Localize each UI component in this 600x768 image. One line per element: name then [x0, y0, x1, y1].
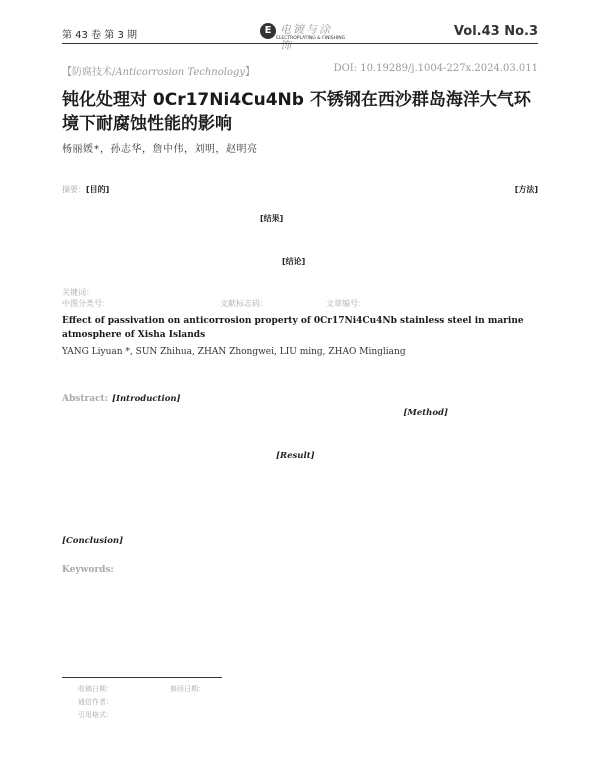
- abstract-en-conclusion: [Conclusion]: [62, 536, 124, 546]
- volume-number: Vol.43 No.3: [453, 24, 538, 39]
- abstract-cn-conclusion: [结论]: [282, 257, 306, 266]
- abstract-cn-label: 摘要：: [62, 185, 86, 194]
- abstract-cn-objective: [目的]: [86, 185, 110, 194]
- authors-cn: 杨丽媛*，孙志华，詹中伟，刘明，赵明亮: [62, 144, 258, 155]
- journal-logo-cn: 电镀与涂饰: [280, 23, 332, 52]
- abstract-en-introduction: [Introduction]: [112, 394, 181, 404]
- revised-date-label: 修回日期：: [170, 685, 205, 693]
- keywords-en-label: Keywords:: [62, 565, 114, 575]
- issue-info: 第 43 卷 第 3 期: [62, 30, 137, 41]
- abstract-en-method: [Method]: [403, 408, 448, 418]
- header-rule: [62, 43, 538, 44]
- journal-logo-en: ELECTROPLATING & FINISHING: [276, 36, 346, 41]
- article-category: 【防腐技术/Anticorrosion Technology】: [62, 67, 256, 78]
- doi: DOI: 10.19289/j.1004-227x.2024.03.011: [333, 63, 538, 74]
- authors-en: YANG Liyuan *, SUN Zhihua, ZHAN Zhongwei, LIU ming, ZHAO Mingliang: [62, 347, 406, 357]
- title-en: Effect of passivation on anticorrosion property of 0Cr17Ni4Cu4Nb stainless steel in marine atmosphere of Xisha Islands: [62, 316, 524, 340]
- title-cn: 钝化处理对 0Cr17Ni4Cu4Nb 不锈钢在西沙群岛海洋大气环境下耐腐蚀性能的影响: [62, 90, 531, 134]
- doc-code-label: 文献标志码：: [220, 299, 268, 308]
- category-en: Anticorrosion Technology: [115, 67, 246, 78]
- received-date-label: 收稿日期：: [78, 685, 113, 693]
- abstract-en-result: [Result]: [276, 451, 315, 461]
- citation-format-label: 引用格式：: [78, 711, 113, 719]
- abstract-cn-result: [结果]: [260, 214, 284, 223]
- clc-label: 中图分类号：: [62, 299, 110, 308]
- article-no-label: 文章编号：: [326, 299, 366, 308]
- keywords-cn-label: 关键词：: [62, 288, 94, 297]
- abstract-en-label: Abstract:: [62, 394, 109, 404]
- abstract-cn-method: [方法]: [514, 185, 538, 194]
- journal-logo: [260, 22, 346, 52]
- footnote-rule: [62, 677, 222, 678]
- corresponding-author-label: 通信作者：: [78, 698, 113, 706]
- classification-row: [62, 298, 542, 310]
- category-cn: 防腐技术: [72, 67, 112, 78]
- journal-logo-mark: E: [260, 23, 276, 39]
